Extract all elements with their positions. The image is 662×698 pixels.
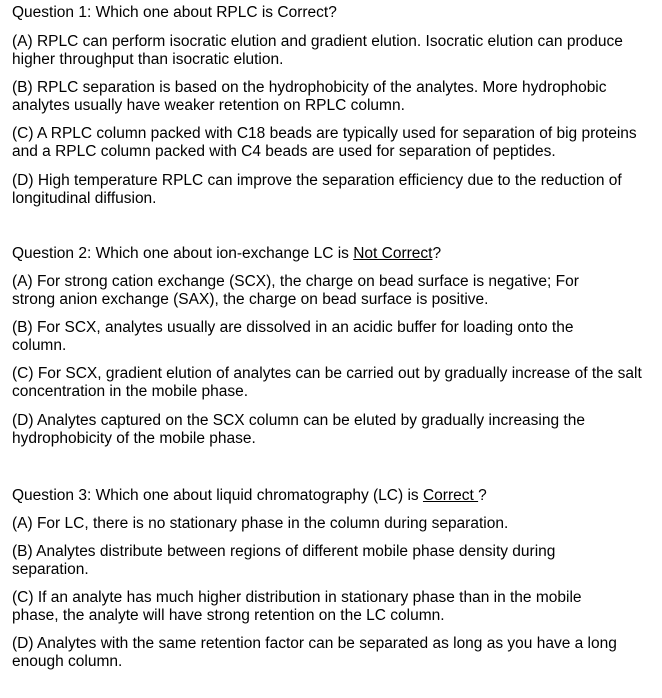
question-2-title-suffix: ? — [432, 245, 442, 262]
question-3 — [12, 487, 652, 670]
question-3-option-a: (A) For LC, there is no stationary phase in the column during separation. — [12, 515, 509, 532]
question-1-title-suffix: ? — [328, 4, 337, 21]
question-2-option-a: (A) For strong cation exchange (SCX), the charge on bead surface is negative; For strong anion exchange (SAX), the charge on bead surface is positive. — [12, 273, 579, 308]
question-3-title-suffix: ? — [478, 487, 487, 504]
question-2-title-prefix: Question 2: Which one about ion-exchange LC is — [12, 245, 354, 262]
question-1-option-d: (D) High temperature RPLC can improve the separation efficiency due to the reduction of longitudinal diffusion. — [12, 172, 622, 207]
question-3-title-prefix: Question 3: Which one about liquid chromatography (LC) is — [12, 487, 423, 504]
question-2-title — [12, 245, 652, 263]
question-3-title-key: Correct — [422, 487, 479, 504]
question-2-option-d: (D) Analytes captured on the SCX column can be eluted by gradually increasing the hydrophobicity of the mobile phase. — [12, 412, 585, 447]
question-1-option-b: (B) RPLC separation is based on the hydrophobicity of the analytes. More hydrophobic analytes usually have weaker retention on RPLC column. — [12, 79, 607, 114]
question-1-title-prefix: Question 1: Which one about RPLC is — [12, 4, 278, 21]
question-1-title — [12, 4, 652, 22]
question-1-option-c: (C) A RPLC column packed with C18 beads are typically used for separation of big proteins and a RPLC column packed with C4 beads are used for separation of peptides. — [12, 125, 637, 160]
question-2-option-c: (C) For SCX, gradient elution of analytes can be carried out by gradually increase of the salt concentration in the mobile phase. — [12, 365, 642, 400]
question-3-title — [12, 487, 652, 505]
question-1-option-a: (A) RPLC can perform isocratic elution and gradient elution. Isocratic elution can produce higher throughput than isocratic elution. — [12, 33, 623, 68]
question-3-option-c: (C) If an analyte has much higher distribution in stationary phase than in the mobile phase, the analyte will have strong retention on the LC column. — [12, 589, 582, 624]
question-3-option-b: (B) Analytes distribute between regions of different mobile phase density during separation. — [12, 543, 556, 578]
question-1-title-key: Correct — [277, 4, 329, 21]
question-2 — [12, 245, 652, 447]
question-2-option-b: (B) For SCX, analytes usually are dissolved in an acidic buffer for loading onto the column. — [12, 319, 574, 354]
question-1 — [12, 4, 652, 207]
question-3-option-d: (D) Analytes with the same retention factor can be separated as long as you have a long enough column. — [12, 635, 617, 670]
question-2-title-key: Not Correct — [353, 245, 433, 262]
